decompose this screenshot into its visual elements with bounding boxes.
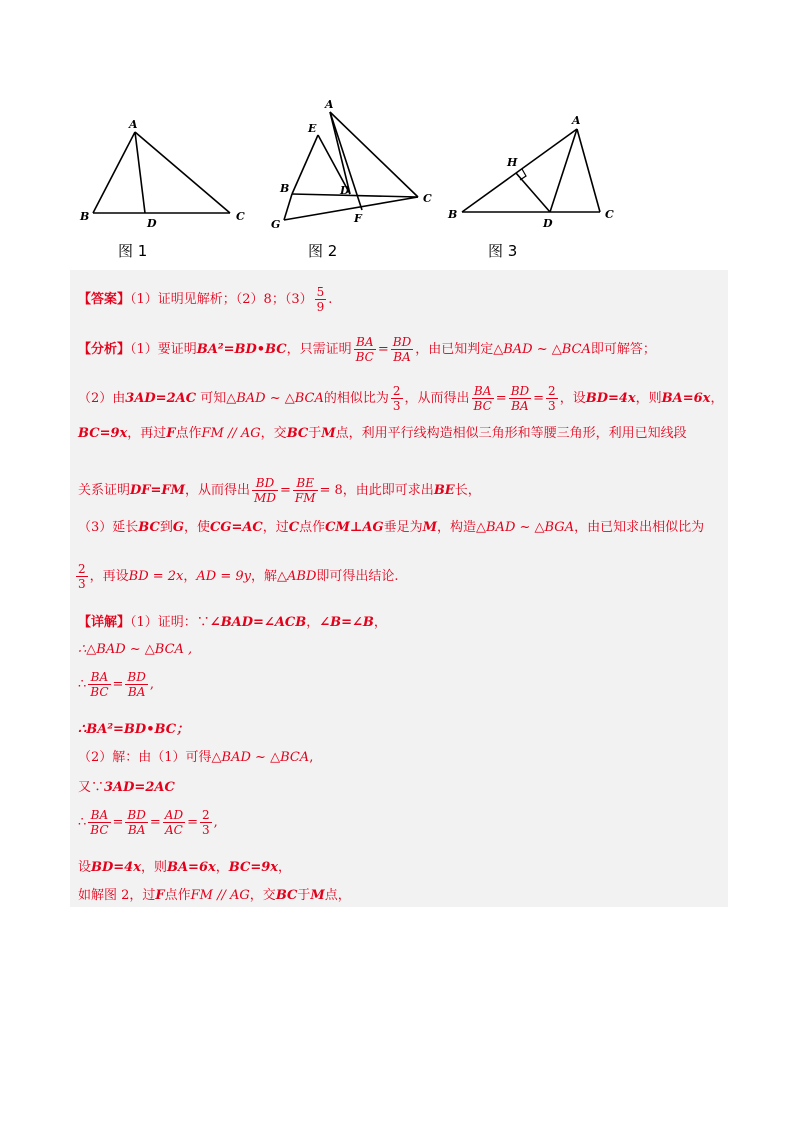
- fig2-label-f: F: [354, 212, 362, 225]
- analysis-line-4: 关系证明DF=FM，从而得出 $\frac{BD}{MD}$ = $\frac{BE}{FM}$ = 8，由此即可求出BE长，: [78, 476, 481, 505]
- fig1-label-b: B: [80, 210, 90, 223]
- analysis-tag: 【分析】: [78, 342, 131, 357]
- figure-3: [445, 90, 625, 235]
- fig1-label-c: C: [236, 210, 245, 223]
- fig2-label-e: E: [308, 122, 317, 135]
- fig3-label-c: C: [605, 208, 614, 221]
- analysis-line-6: $\frac{2}{3}$ ，再设BD = 2x，AD = 9y，解△ABD即可得出结论.: [78, 562, 399, 591]
- fig1-label-d: D: [147, 217, 157, 230]
- fig2-label-b: B: [280, 182, 290, 195]
- fig2-caption: 图 2: [308, 242, 338, 260]
- detail-line-5: （2）解：由（1）可得△BAD ~ △BCA,: [78, 750, 314, 765]
- detail-line-8: 设BD=4x，则BA=6x，BC=9x，: [78, 860, 292, 875]
- analysis-frac-bd-ba: $\frac{BD}{BA}$: [392, 335, 412, 364]
- fig1-label-a: A: [129, 118, 138, 131]
- detail-line-4: ∴BA²=BD•BC；: [78, 722, 190, 737]
- figure-3-svg: [445, 90, 625, 235]
- analysis-line-1: 【分析】（1）要证明BA²=BD•BC，只需证明 $\frac{BA}{BC}$ = $\frac{BD}{BA}$ ，由已知判定△BAD ~ △BCA即可解答；: [78, 335, 656, 364]
- detail-line-6: 又∵3AD=2AC: [78, 780, 175, 795]
- figure-2-svg: [268, 90, 438, 235]
- figure-2: [268, 90, 438, 235]
- analysis-line-5: （3）延长BC到G，使CG=AC，过C点作CM⊥AG垂足为M，构造△BAD ~ △BGA，由已知求出相似比为: [78, 520, 705, 535]
- detail-line-7: ∴ $\frac{BA}{BC}$ = $\frac{BD}{BA}$ = $\frac{AD}{AC}$ = $\frac{2}{3}$ ,: [78, 808, 218, 837]
- fig3-label-h: H: [507, 156, 518, 169]
- answer-tag: 【答案】: [78, 292, 131, 307]
- figure-1-svg: [75, 90, 255, 230]
- answer-line: 【答案】（1）证明见解析；（2）8；（3） $\frac{5}{9}$ .: [78, 285, 333, 314]
- fig3-label-b: B: [448, 208, 458, 221]
- fig3-label-a: A: [572, 114, 581, 127]
- fig2-label-g: G: [271, 218, 281, 231]
- fig3-caption: 图 3: [488, 242, 518, 260]
- fig1-caption: 图 1: [118, 242, 148, 260]
- detail-line-1: 【详解】（1）证明：∵∠BAD=∠ACB，∠B=∠B，: [78, 615, 387, 630]
- answer-fraction: $\frac{5}{9}$: [316, 285, 325, 314]
- detail-line-2: ∴△BAD ~ △BCA ,: [78, 642, 193, 657]
- answer-text: （1）证明见解析；（2）8；（3）: [130, 292, 313, 307]
- detail-line-9: 如解图 2，过F点作FM // AG，交BC于M点，: [78, 888, 351, 903]
- solution-box: [70, 270, 728, 907]
- analysis-line-2: （2）由3AD=2AC 可知△BAD ~ △BCA的相似比为 $\frac{2}{3}$ ，从而得出 $\frac{BA}{BC}$ = $\frac{BD}{BA}$ = $\frac{2}{3}$ ，设BD=4x，则BA=6x，: [78, 384, 724, 413]
- figure-row: [70, 90, 730, 265]
- detail-line-3: ∴ $\frac{BA}{BC}$ = $\frac{BD}{BA}$ ,: [78, 670, 155, 699]
- analysis-line-3: BC=9x，再过F点作FM // AG，交BC于M点，利用平行线构造相似三角形和等腰三角形，利用已知线段: [78, 426, 687, 441]
- fig2-label-a: A: [325, 98, 334, 111]
- detail-tag: 【详解】: [78, 615, 131, 630]
- fig2-label-d: D: [340, 184, 350, 197]
- fig2-label-c: C: [423, 192, 432, 205]
- fig3-label-d: D: [543, 217, 553, 230]
- analysis-frac-ba-bc: $\frac{BA}{BC}$: [355, 335, 374, 364]
- figure-1: [75, 90, 255, 230]
